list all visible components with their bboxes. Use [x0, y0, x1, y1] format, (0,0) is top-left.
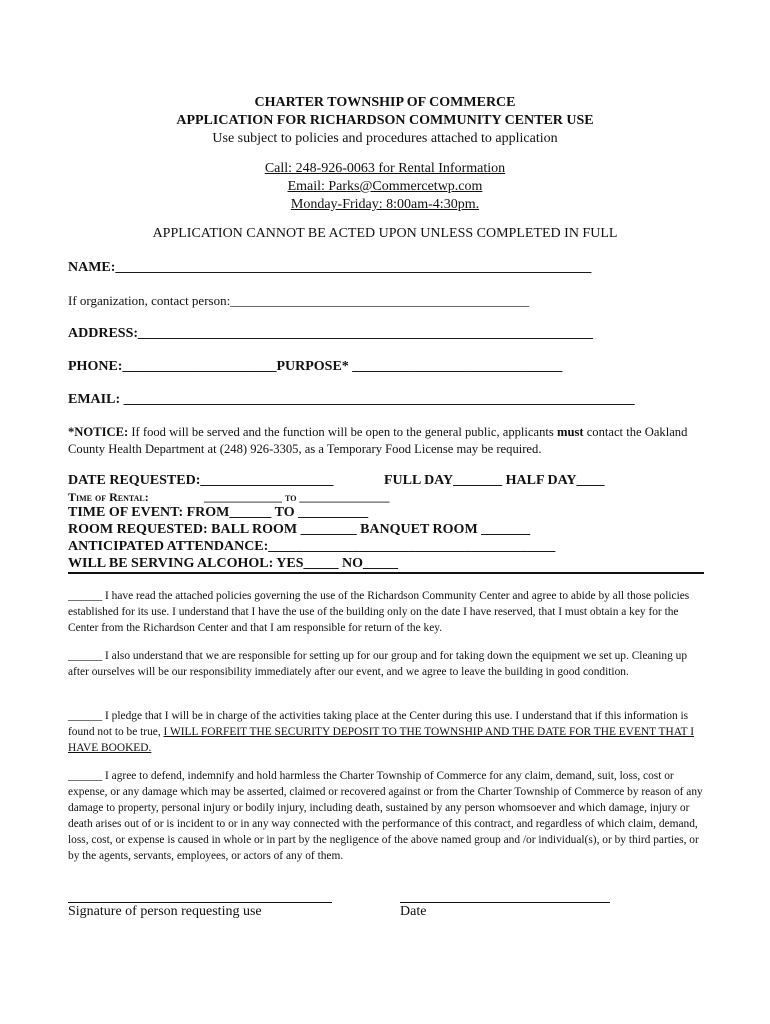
rental-phone: Call: 248-926-0063 for Rental Information — [264, 161, 506, 176]
pledge-text: ______ I pledge that I will be in charge of the activities taking place at the Center during this use. I understand that if this information is found not to be true, — [68, 710, 689, 738]
notice-text-1: If food will be served and the function will be open to the general public, applicants — [128, 425, 557, 439]
attendance-field[interactable]: ANTICIPATED ATTENDANCE:_________________________________________ — [68, 539, 556, 554]
room-requested-field[interactable]: ROOM REQUESTED: BALL ROOM ________ BANQUET ROOM _______ — [68, 522, 531, 537]
food-notice — [68, 424, 708, 458]
time-of-event-field[interactable]: TIME OF EVENT: FROM______ TO __________ — [68, 505, 369, 520]
date-line[interactable] — [400, 902, 610, 903]
completion-warning: APPLICATION CANNOT BE ACTED UPON UNLESS COMPLETED IN FULL — [152, 226, 618, 241]
notice-prefix: *NOTICE: — [68, 425, 129, 439]
time-of-rental-fill[interactable]: _____________ to _______________ — [204, 490, 390, 504]
full-half-day-field[interactable]: FULL DAY_______ HALF DAY____ — [384, 473, 605, 488]
address-field[interactable]: ADDRESS:_________________________________________________________________ — [68, 326, 594, 341]
application-title: APPLICATION FOR RICHARDSON COMMUNITY CENTER USE — [176, 113, 594, 128]
name-field[interactable]: NAME:____________________________________________________________________ — [68, 260, 592, 275]
agreement-policies: ______ I have read the attached policies governing the use of the Richardson Community Center and agree to abide by all those policies established for its use. I understand that I have the use of the building only on the date I have reserved, that I must obtain a key for the Center from the Richardson Center and that I am responsible for return of the key. — [68, 590, 690, 634]
email-field[interactable]: EMAIL: _________________________________________________________________________ — [68, 392, 635, 407]
usage-subtitle: Use subject to policies and procedures attached to application — [212, 131, 558, 146]
notice-must: must — [556, 425, 584, 439]
time-of-rental-row[interactable] — [68, 490, 389, 505]
agreement-setup: ______ I also understand that we are responsible for setting up for our group and for taking down the equipment we set up. Cleaning up after ourselves will be our responsibility immediately after our event, and we agree to leave the building in good condition. — [68, 650, 688, 678]
agreement-indemnify: ______ I agree to defend, indemnify and hold harmless the Charter Township of Commerce for any claim, demand, suit, loss, cost or expense, or any damage which may be asserted, claimed or recovered against or from the Charter Township of Commerce by reason of any damage to property, personal injury or bodily injury, including death, sustained by any person whomsoever and which damage, injury or death arises out of or is incident to or in any way connected with the performance of this contract, and regardless of which claim, demand, loss, cost, or expense is caused in whole or in part by the negligence of the above named group and /or individual(s), or by third parties, or by the agents, servants, employees, or actors of any of them. — [68, 770, 703, 862]
signature-line[interactable] — [68, 902, 332, 903]
section-divider — [68, 572, 704, 574]
time-of-rental-label: Time of Rental: — [68, 490, 149, 504]
contact-person-field[interactable]: If organization, contact person:______________________________________________ — [68, 293, 530, 308]
phone-purpose-field[interactable]: PHONE:______________________PURPOSE* ______________________________ — [68, 359, 563, 374]
notice-text-2: contact the Oakland County Health Department at (248) 926-3305, as a Temporary Food License may be required. — [68, 425, 688, 456]
contact-email: Email: Parks@Commercetwp.com — [287, 179, 483, 194]
signature-label: Signature of person requesting use — [68, 904, 262, 919]
office-hours: Monday-Friday: 8:00am-4:30pm. — [290, 197, 480, 212]
alcohol-field[interactable]: WILL BE SERVING ALCOHOL: YES_____ NO_____ — [68, 556, 398, 571]
agreement-pledge — [68, 708, 704, 756]
forfeit-warning: I WILL FORFEIT THE SECURITY DEPOSIT TO THE TOWNSHIP AND THE DATE FOR THE EVENT THAT I HAVE BOOKED. — [68, 726, 695, 754]
township-title: CHARTER TOWNSHIP OF COMMERCE — [254, 95, 516, 110]
date-label: Date — [400, 904, 427, 919]
date-requested-field[interactable]: DATE REQUESTED:___________________ — [68, 473, 334, 488]
